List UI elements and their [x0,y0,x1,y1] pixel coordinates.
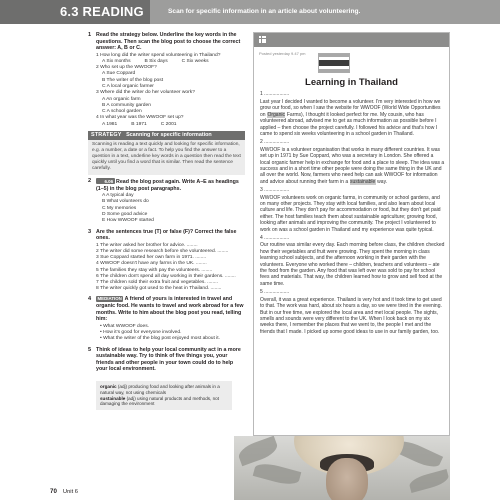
exercise-instruction: Think of ideas to help your local community act in a more sustainable way. Try to think of five things you, your friends and other people in your town could do to help your local environment. [96,346,241,373]
glossary-box [96,381,232,410]
blog-body [260,91,445,337]
true-false-item: 5 The families they stay with pay the volunteers. ........ [96,267,213,273]
answer-option: C A school garden [102,109,142,115]
bullet-point: • What the writer of the blog post enjoyed most about it. [100,336,220,342]
audio-track-tag[interactable] [96,178,115,185]
answer-option: B A community garden [102,102,151,108]
exercise-instruction [96,178,245,192]
true-false-item: 8 The writer quickly got used to the heat in Thailand. ........ [96,286,222,292]
answer-options [88,97,245,116]
exercise-1-items [88,53,245,128]
page-footer [50,488,78,495]
strategy-heading [88,131,245,140]
answer-option: B 1971 [131,121,147,127]
exercise-number: 4 [88,296,92,303]
section-subtitle: Scan for specific information in an article about volunteering. [168,8,361,15]
answer-option: A Sue Coppard [102,71,136,77]
paragraph-2: WWOOF is a volunteer organisation that works in many different countries. It was set up in 1971 by Sue Coppard, who was a secretary in London. She offered a local organic farmer help in exchange for food and a place to sleep. The idea was a success and in a short time other people were doing the same thing in the UK and all over the world. Now, farmers who need help can ask WWOOF for information and advice about running their farm in a sustainable way. [260,146,445,185]
question-text: 4 In what year was the WWOOF set up? [96,115,184,121]
bullet-point: • What WWOOF does. [100,323,149,329]
exercise-instruction: Are the sentences true (T) or false (F)? Correct the false ones. [96,228,237,242]
exercise-instruction [96,296,245,322]
paragraph-heading-2: 2 .................. [260,138,290,145]
exercise-column [88,32,245,410]
glossary-entry [100,384,228,396]
answer-option: C A local organic farmer [102,84,154,90]
exercise-number: 5 [88,346,92,353]
exercise-2 [88,178,245,192]
mediation-tag: MEDIATION [97,296,122,302]
highlighted-word: Organic [267,111,285,118]
exercise-text: A friend of yours is interested in travel and organic food. He wants to travel and work abroad for a few months. Write to him about the blog post you read, telling him: [96,296,244,323]
true-false-item: 6 The children don't spend all day working in their gardens. ........ [96,273,236,279]
true-false-item: 7 The children sold their extra fruit and vegetables. ........ [96,280,218,286]
answer-option: B The writer of the blog post [102,77,164,83]
volunteer-photo [234,436,450,500]
paragraph-4: Our routine was similar every day. Each morning before class, the children checked how their vegetables and fruit were growing. They spent the morning in class learning school subjects, and the afternoon working in their garden with the volunteers. Everyone who worked there – children, teachers and volunteers – ate the food from the garden. Any food that was left over was sold to pay for school fees and materials. That way, the children learned how to grow and sell food at the same time. [260,242,445,287]
exercise-5 [88,347,245,373]
exercise-number: 3 [88,228,92,235]
true-false-item: 4 WWOOF doesn't have any farms in the UK. ........ [96,261,207,267]
question-text: 2 Who set up the WWOOF? [96,65,157,71]
page-number: 70 [50,488,57,495]
bullet-point: • How it's good for everyone involved. [100,330,182,336]
heading-option: A A typical day [102,193,134,199]
answer-option: A 1981 [102,121,118,127]
audio-track-number: 6.06 [104,178,114,184]
exercise-4 [88,296,245,322]
true-false-item: 2 The writer did some research before she volunteered. ........ [96,249,229,254]
blog-toolbar [254,33,449,47]
heading-option: D Some good advice [102,212,148,218]
answer-option: C 2001 [160,121,177,127]
grid-menu-icon[interactable] [259,36,266,43]
exercise-4-bullets [88,324,245,343]
glossary-definition: (adj) producing food and looking after animals in a natural way, not using chemicals [100,384,220,395]
glossary-definition: (adj) using natural products and methods, not damaging the environment [100,395,220,407]
glossary-word: sustainable [100,395,126,401]
paragraph-heading-5: 5 .................. [260,288,290,295]
exercise-2-options [88,193,245,224]
paragraph-heading-1: 1 .................. [260,91,290,97]
heading-option: B What volunteers do [102,199,149,205]
heading-option: E How WWOOF started [102,218,154,224]
section-title: 6.3 READING [0,0,150,24]
post-date: Posted yesterday 9.47 pm [259,51,306,56]
answer-option: A Six months [102,58,131,64]
answer-options [88,71,245,90]
heading-option: C My memories [102,205,137,211]
answer-option: C Six weeks [181,58,209,64]
answer-options [88,122,245,128]
true-false-item: 3 Sue Coppard started her own farm in 1971. ........ [96,255,207,261]
exercise-instruction: Read the strategy below. Underline the key words in the questions. Then scan the blog post to choose the correct answer: A, B or C. [96,32,241,52]
exercise-text: Read the blog post again. Write A–E as headings (1–5) in the blog post paragraphs. [96,178,239,192]
paragraph-3: WWOOF volunteers work on organic farms, in community or school gardens, and on many other projects. They stay with local families, and also learn about local culture and life. They don't pay for accommodation or food, but they don't get paid either. The host families teach them about sustainable agriculture; growing food, looking after animals and improving the community. The project I volunteered to work on was a school garden in Thailand and my experience was quite typical. [260,194,441,233]
section-header [0,0,500,24]
exercise-number: 1 [88,32,92,38]
paragraph-heading-3: 3 .................. [260,186,290,193]
strategy-title: Scanning for specific information [126,132,212,139]
question-text: 3 Where did the writer do her volunteer work? [96,90,195,96]
strategy-text: Scanning is reading a text quickly and looking for specific information, e.g. a number, a date or a fact. To help you find the answer to a question in a text, underline key words in a question then read the text quickly until you find a word that is similar. Then read the sentence carefully. [92,141,241,171]
blog-title: Learning in Thailand [305,77,398,88]
glossary-entry [100,396,228,408]
exercise-3-items [88,243,245,293]
exercise-1 [88,32,245,52]
thailand-flag-icon [318,53,350,73]
answer-option: B Six days [144,58,168,64]
exercise-number: 2 [88,177,92,184]
answer-option: A An organic farm [102,96,141,102]
strategy-box [88,131,245,175]
highlighted-word: sustainable [350,178,376,185]
exercise-3 [88,229,245,242]
audio-icon [98,178,104,184]
true-false-item: 1 The writer asked her brother for advice. ........ [96,242,198,248]
paragraph-5: Overall, it was a great experience. Thailand is very hot and it took time to get used to that. The work was hard, about six hours a day, so we were tired in the evening. But in our free time, we explored the local area and met local people. The sights, smells and sounds were very different to the UK. When I look back on my six weeks there, I remember the places that we went to, the people I met and the friends that I made. I picked up some good ideas to use in our family garden, too. [260,296,442,335]
question-text: 1 How long did the writer spend volunteering in Thailand? [96,52,221,58]
paragraph-1: Last year I decided I wanted to become a volunteer. I'm very interested in how we grow our food, so when I saw the website for WWOOF (World Wide Opportunities on Organic Farms), I thought it looked perfect for me. My cousin, who has volunteered abroad, advised me to get as much information as possible before I applied – then choose the project carefully. I followed his advice and that's how I came to spend six weeks volunteering in a school garden in Thailand. [260,98,441,137]
unit-label: Unit 6 [62,489,79,495]
glossary-word: organic [100,384,117,390]
paragraph-heading-4: 4 .................. [260,234,290,241]
blog-post [253,32,450,436]
strategy-label: STRATEGY [91,132,122,139]
